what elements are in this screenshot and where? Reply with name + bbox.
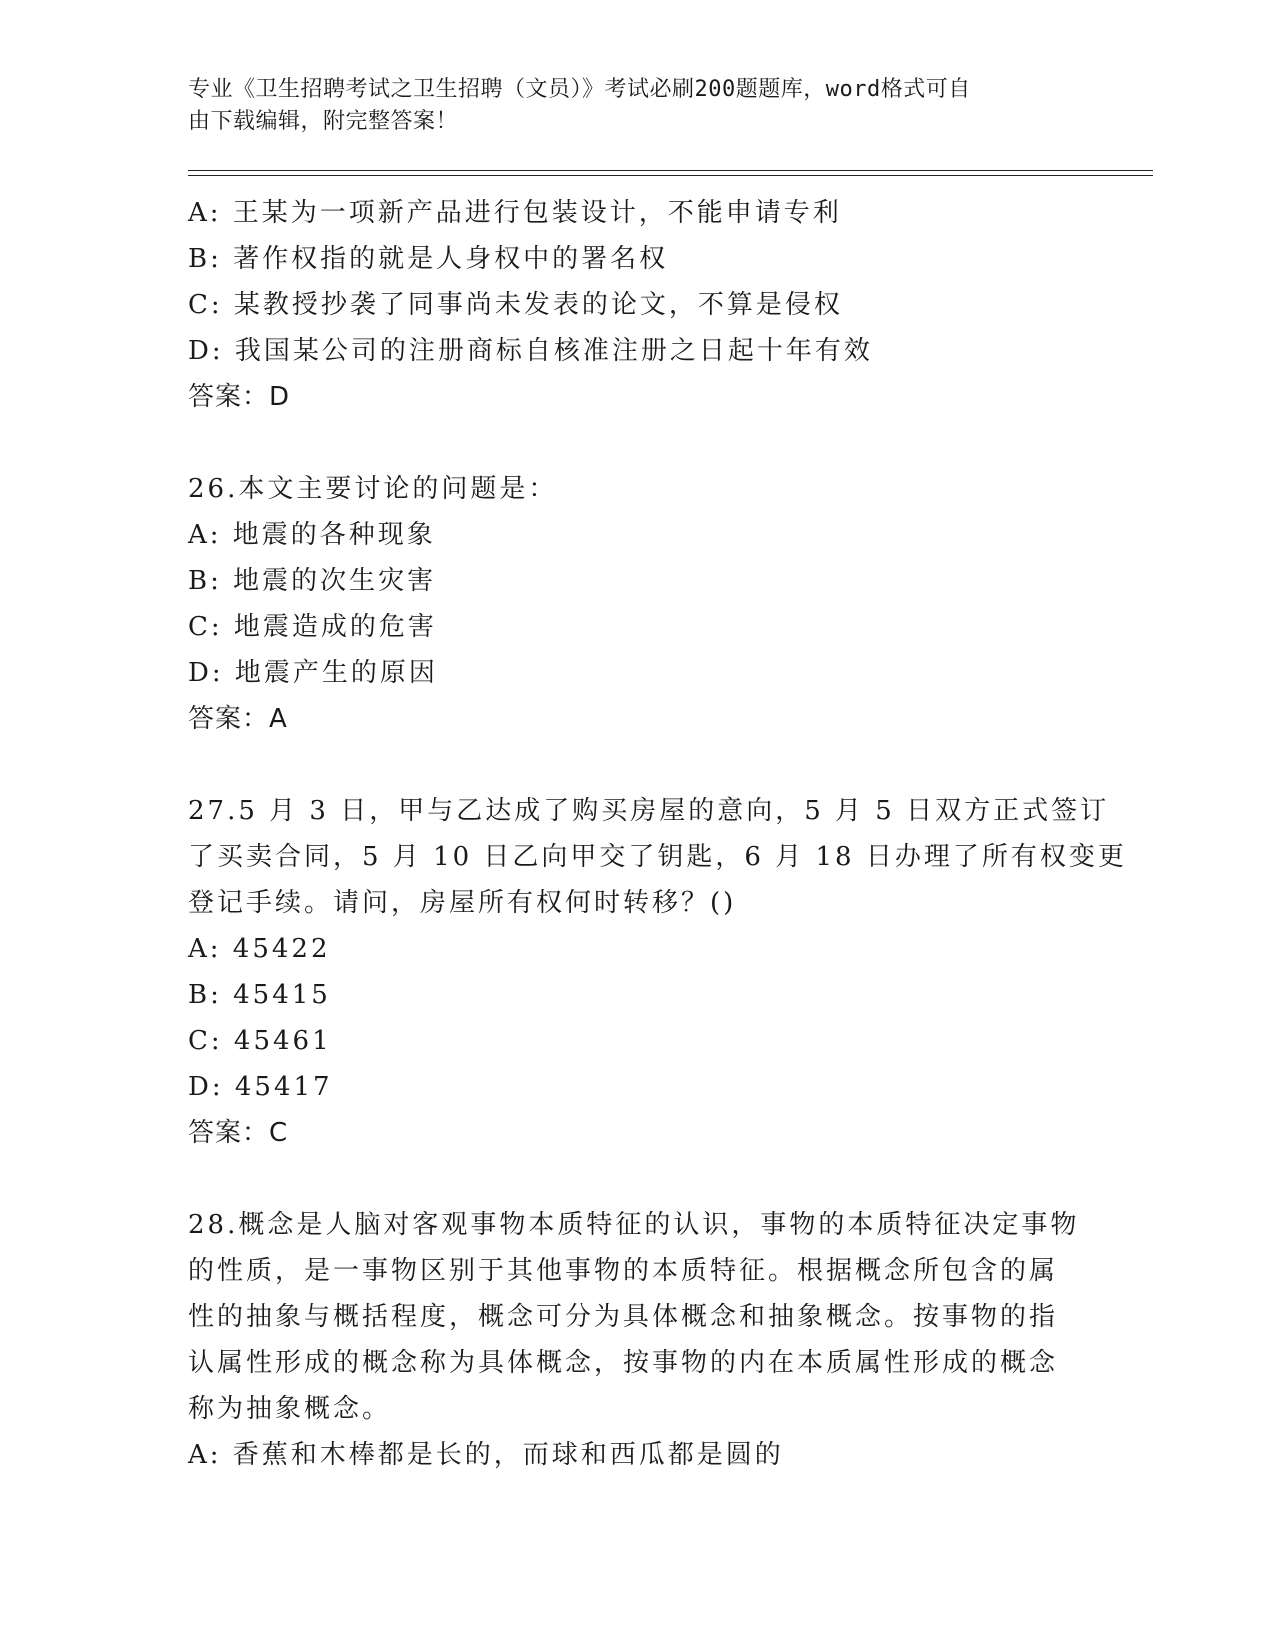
spacer: [188, 1156, 1088, 1202]
document-header: [188, 74, 1068, 138]
option-a: A: 香蕉和木棒都是长的，而球和西瓜都是圆的: [188, 1440, 784, 1470]
question-block: [188, 788, 1127, 1156]
header-line-1: 专业《卫生招聘考试之卫生招聘（文员）》考试必刷200题题库，word格式可自: [188, 77, 971, 102]
question-stem-line: 的性质，是一事物区别于其他事物的本质特征。根据概念所包含的属: [188, 1256, 1059, 1286]
option-c: C: 地震造成的危害: [188, 612, 437, 642]
option-a: A: 45422: [188, 934, 331, 964]
option-b: B: 地震的次生灾害: [188, 566, 437, 596]
option-d: D: 45417: [188, 1072, 333, 1102]
option-d: D: 地震产生的原因: [188, 658, 438, 688]
question-stem-line: 了买卖合同，5 月 10 日乙向甲交了钥匙，6 月 18 日办理了所有权变更: [188, 842, 1127, 872]
option-b: B: 著作权指的就是人身权中的署名权: [188, 244, 669, 274]
option-a: A: 地震的各种现象: [188, 520, 436, 550]
header-rule-bottom: [188, 175, 1153, 176]
question-list: [188, 190, 1127, 1478]
answer-line: 答案：D: [188, 382, 291, 412]
spacer: [188, 742, 1088, 788]
question-stem: [188, 1202, 1088, 1432]
question-stem-line: 27.5 月 3 日，甲与乙达成了购买房屋的意向，5 月 5 日双方正式签订: [188, 796, 1110, 826]
option-d: D: 我国某公司的注册商标自核准注册之日起十年有效: [188, 336, 873, 366]
question-stem-line: 性的抽象与概括程度，概念可分为具体概念和抽象概念。按事物的指: [188, 1302, 1059, 1332]
question-stem-line: 登记手续。请问，房屋所有权何时转移？(): [188, 888, 737, 918]
question-stem-line: 认属性形成的概念称为具体概念，按事物的内在本质属性形成的概念: [188, 1348, 1059, 1378]
option-a: A: 王某为一项新产品进行包装设计，不能申请专利: [188, 198, 842, 228]
option-b: B: 45415: [188, 980, 331, 1010]
spacer: [188, 420, 1088, 466]
question-stem: [188, 466, 1088, 512]
option-c: C: 某教授抄袭了同事尚未发表的论文，不算是侵权: [188, 290, 843, 320]
question-stem-line: 28.概念是人脑对客观事物本质特征的认识，事物的本质特征决定事物: [188, 1210, 1080, 1240]
header-line-2: 由下载编辑，附完整答案！: [188, 109, 459, 134]
answer-line: 答案：C: [188, 1118, 289, 1148]
answer-line: 答案：A: [188, 704, 288, 734]
option-c: C: 45461: [188, 1026, 332, 1056]
question-stem-line: 26.本文主要讨论的问题是：: [188, 474, 558, 504]
question-block: [188, 190, 1088, 420]
question-block: [188, 466, 1088, 742]
question-block: [188, 1202, 1088, 1478]
question-stem-line: 称为抽象概念。: [188, 1394, 392, 1424]
header-rule-top: [188, 170, 1153, 171]
question-stem: [188, 788, 1127, 926]
